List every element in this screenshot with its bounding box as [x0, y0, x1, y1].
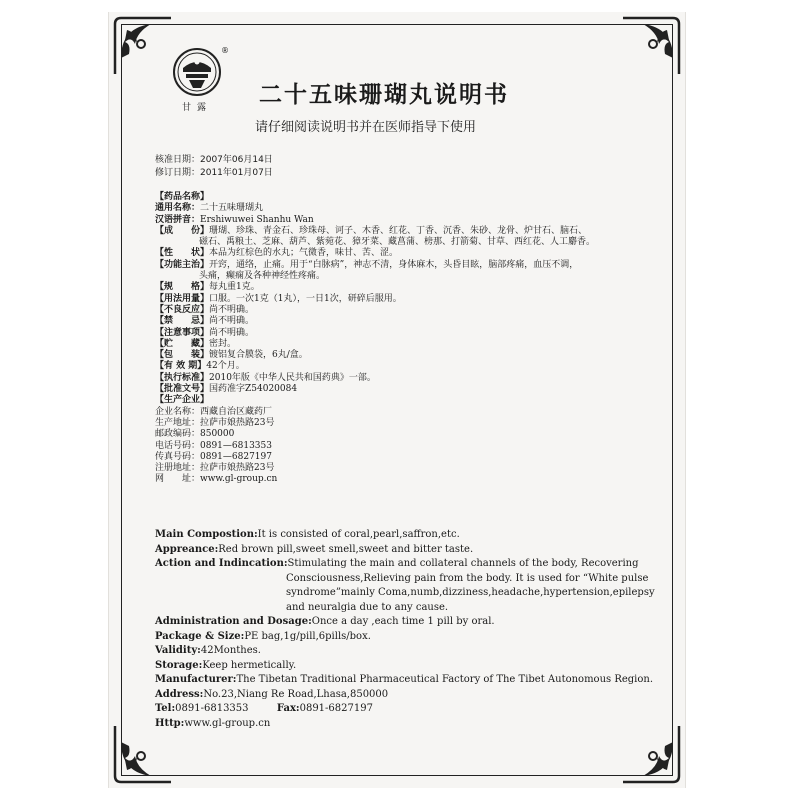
spec-value: 每丸重1克。 — [209, 282, 260, 293]
leaflet-page — [108, 12, 686, 788]
action-line: Stimulating the main and collateral channels of the body, Recovering — [287, 558, 639, 569]
approve-date: 核准日期：2007年06月14日 — [155, 155, 273, 165]
caution-label: 【注意事项】 — [155, 327, 210, 338]
composition-value: It is consisted of coral,pearl,saffron,etc. — [257, 529, 460, 540]
logo-emblem-icon — [171, 46, 223, 98]
validity-en-value: 42Monthes. — [200, 645, 261, 656]
contra-value: 尚不明确。 — [209, 316, 255, 327]
validity-label: 【有 效 期】 — [155, 361, 207, 372]
tel-label: Tel: — [155, 703, 176, 714]
dosage-label: Administration and Dosage: — [155, 616, 312, 627]
fax-label: Fax: — [276, 703, 300, 714]
ingredients-line: 珊瑚、珍珠、青金石、珍珠母、诃子、木香、红花、丁香、沉香、朱砂、龙骨、炉甘石、脑石、 — [209, 225, 588, 236]
standard-value: 2010年版《中华人民共和国药典》一部。 — [209, 372, 376, 383]
package-value: 镀铝复合膜袋，6丸/盒。 — [209, 350, 308, 361]
validity-value: 42个月。 — [206, 361, 245, 372]
action-line: Consciousness,Relieving pain from the body. It is used for “White pulse — [286, 572, 649, 584]
appearance-value: Red brown pill,sweet smell,sweet and bitter taste. — [218, 543, 474, 555]
adverse-label: 【不良反应】 — [155, 304, 210, 315]
validity-en-label: Validity: — [155, 645, 201, 656]
tel-value: 0891-6813353 — [175, 703, 249, 714]
spec-label: 【规 格】 — [155, 282, 210, 293]
approval-label: 【批准文号】 — [155, 384, 210, 395]
fax-value: 0891-6827197 — [299, 703, 373, 714]
date-info — [155, 154, 273, 180]
corner-ornament-icon — [619, 722, 683, 786]
storage-value: 密封。 — [209, 338, 237, 349]
pinyin-value: Ershiwuwei Shanhu Wan — [200, 214, 314, 225]
company-logo — [171, 46, 229, 114]
indication-line: 头痛，癫痫及各种神经性疼痛。 — [199, 271, 326, 282]
drug-name-header: 【药品名称】 — [155, 192, 210, 202]
corner-ornament-icon — [111, 14, 175, 78]
http-label: Http: — [155, 717, 185, 729]
character-label: 【性 状】 — [155, 248, 210, 259]
composition-label: Main Compostion: — [155, 529, 258, 540]
adverse-value: 尚不明确。 — [209, 304, 255, 315]
storage-en-label: Storage: — [155, 659, 203, 671]
maker-line: 网 址：www.gl-group.cn — [155, 474, 278, 485]
package-size-label: Package & Size: — [155, 630, 245, 642]
action-label: Action and Indincation: — [155, 558, 288, 569]
usage-value: 口服。一次1克（1丸），一日1次，研碎后服用。 — [209, 293, 402, 304]
page-subtitle: 请仔细阅读说明书并在医师指导下使用 — [255, 120, 477, 135]
package-size-value: PE bag,1g/pill,6pills/box. — [244, 630, 371, 642]
indication-line: 开窍，通络，止痛。用于“白脉病”，神志不清，身体麻木，头昏目眩，脑部疼痛，血压不调， — [209, 259, 579, 270]
manufacturer-value: The Tibetan Traditional Pharmaceutical Factory of The Tibet Autonomous Region. — [236, 674, 654, 685]
ingredients-line: 磁石、禹粮土、芝麻、葫芦、紫菀花、獐牙菜、藏菖蒲、榜那、打箭菊、甘草、西红花、人工麝香。 — [199, 237, 596, 248]
maker-line: 传真号码：0891—6827197 — [155, 451, 272, 462]
maker-line: 企业名称：西藏自治区藏药厂 — [155, 406, 273, 417]
maker-line: 邮政编码：850000 — [155, 429, 235, 440]
contra-label: 【禁 忌】 — [155, 316, 210, 327]
action-line: and neuralgia due to any cause. — [286, 601, 449, 613]
maker-line: 注册地址：拉萨市娘热路23号 — [155, 463, 275, 474]
storage-label: 【贮 藏】 — [155, 338, 210, 349]
common-name-value: 二十五味珊瑚丸 — [200, 203, 264, 214]
logo-brand-text: 甘露 — [181, 103, 212, 113]
page-title: 二十五味珊瑚丸说明书 — [259, 82, 509, 108]
usage-label: 【用法用量】 — [155, 293, 210, 304]
chinese-section — [155, 192, 655, 486]
standard-label: 【执行标准】 — [155, 372, 210, 383]
maker-header: 【生产企业】 — [155, 395, 210, 406]
action-line: syndrome”mainly Coma,numb,dizziness,headache,hypertension,epilepsy — [286, 587, 655, 598]
manufacturer-label: Manufacturer: — [155, 674, 237, 685]
corner-ornament-icon — [619, 14, 683, 78]
address-label: Address: — [155, 688, 204, 700]
character-value: 本品为红棕色的水丸；气微香，味甘、苦、涩。 — [209, 248, 399, 259]
storage-en-value: Keep hermetically. — [202, 659, 297, 671]
address-value: No.23,Niang Re Road,Lhasa,850000 — [203, 688, 389, 700]
maker-line: 电话号码：0891—6813353 — [155, 440, 272, 451]
english-section — [155, 528, 655, 731]
maker-line: 生产地址：拉萨市娘热路23号 — [155, 417, 275, 428]
http-link[interactable]: www.gl-group.cn — [184, 717, 271, 729]
registered-mark: ® — [221, 46, 229, 55]
corner-ornament-icon — [111, 722, 175, 786]
revise-date: 修订日期：2011年01月07日 — [155, 168, 273, 178]
appearance-label: Appreance: — [155, 543, 219, 555]
common-name-label: 通用名称： — [155, 203, 201, 214]
approval-value: 国药准字Z54020084 — [209, 384, 298, 395]
indication-label: 【功能主治】 — [155, 259, 210, 270]
package-label: 【包 装】 — [155, 350, 210, 361]
dosage-value: Once a day ,each time 1 pill by oral. — [311, 616, 495, 627]
caution-value: 尚不明确。 — [209, 327, 255, 338]
ingredients-label: 【成 份】 — [155, 225, 210, 236]
pinyin-label: 汉语拼音： — [155, 214, 201, 225]
